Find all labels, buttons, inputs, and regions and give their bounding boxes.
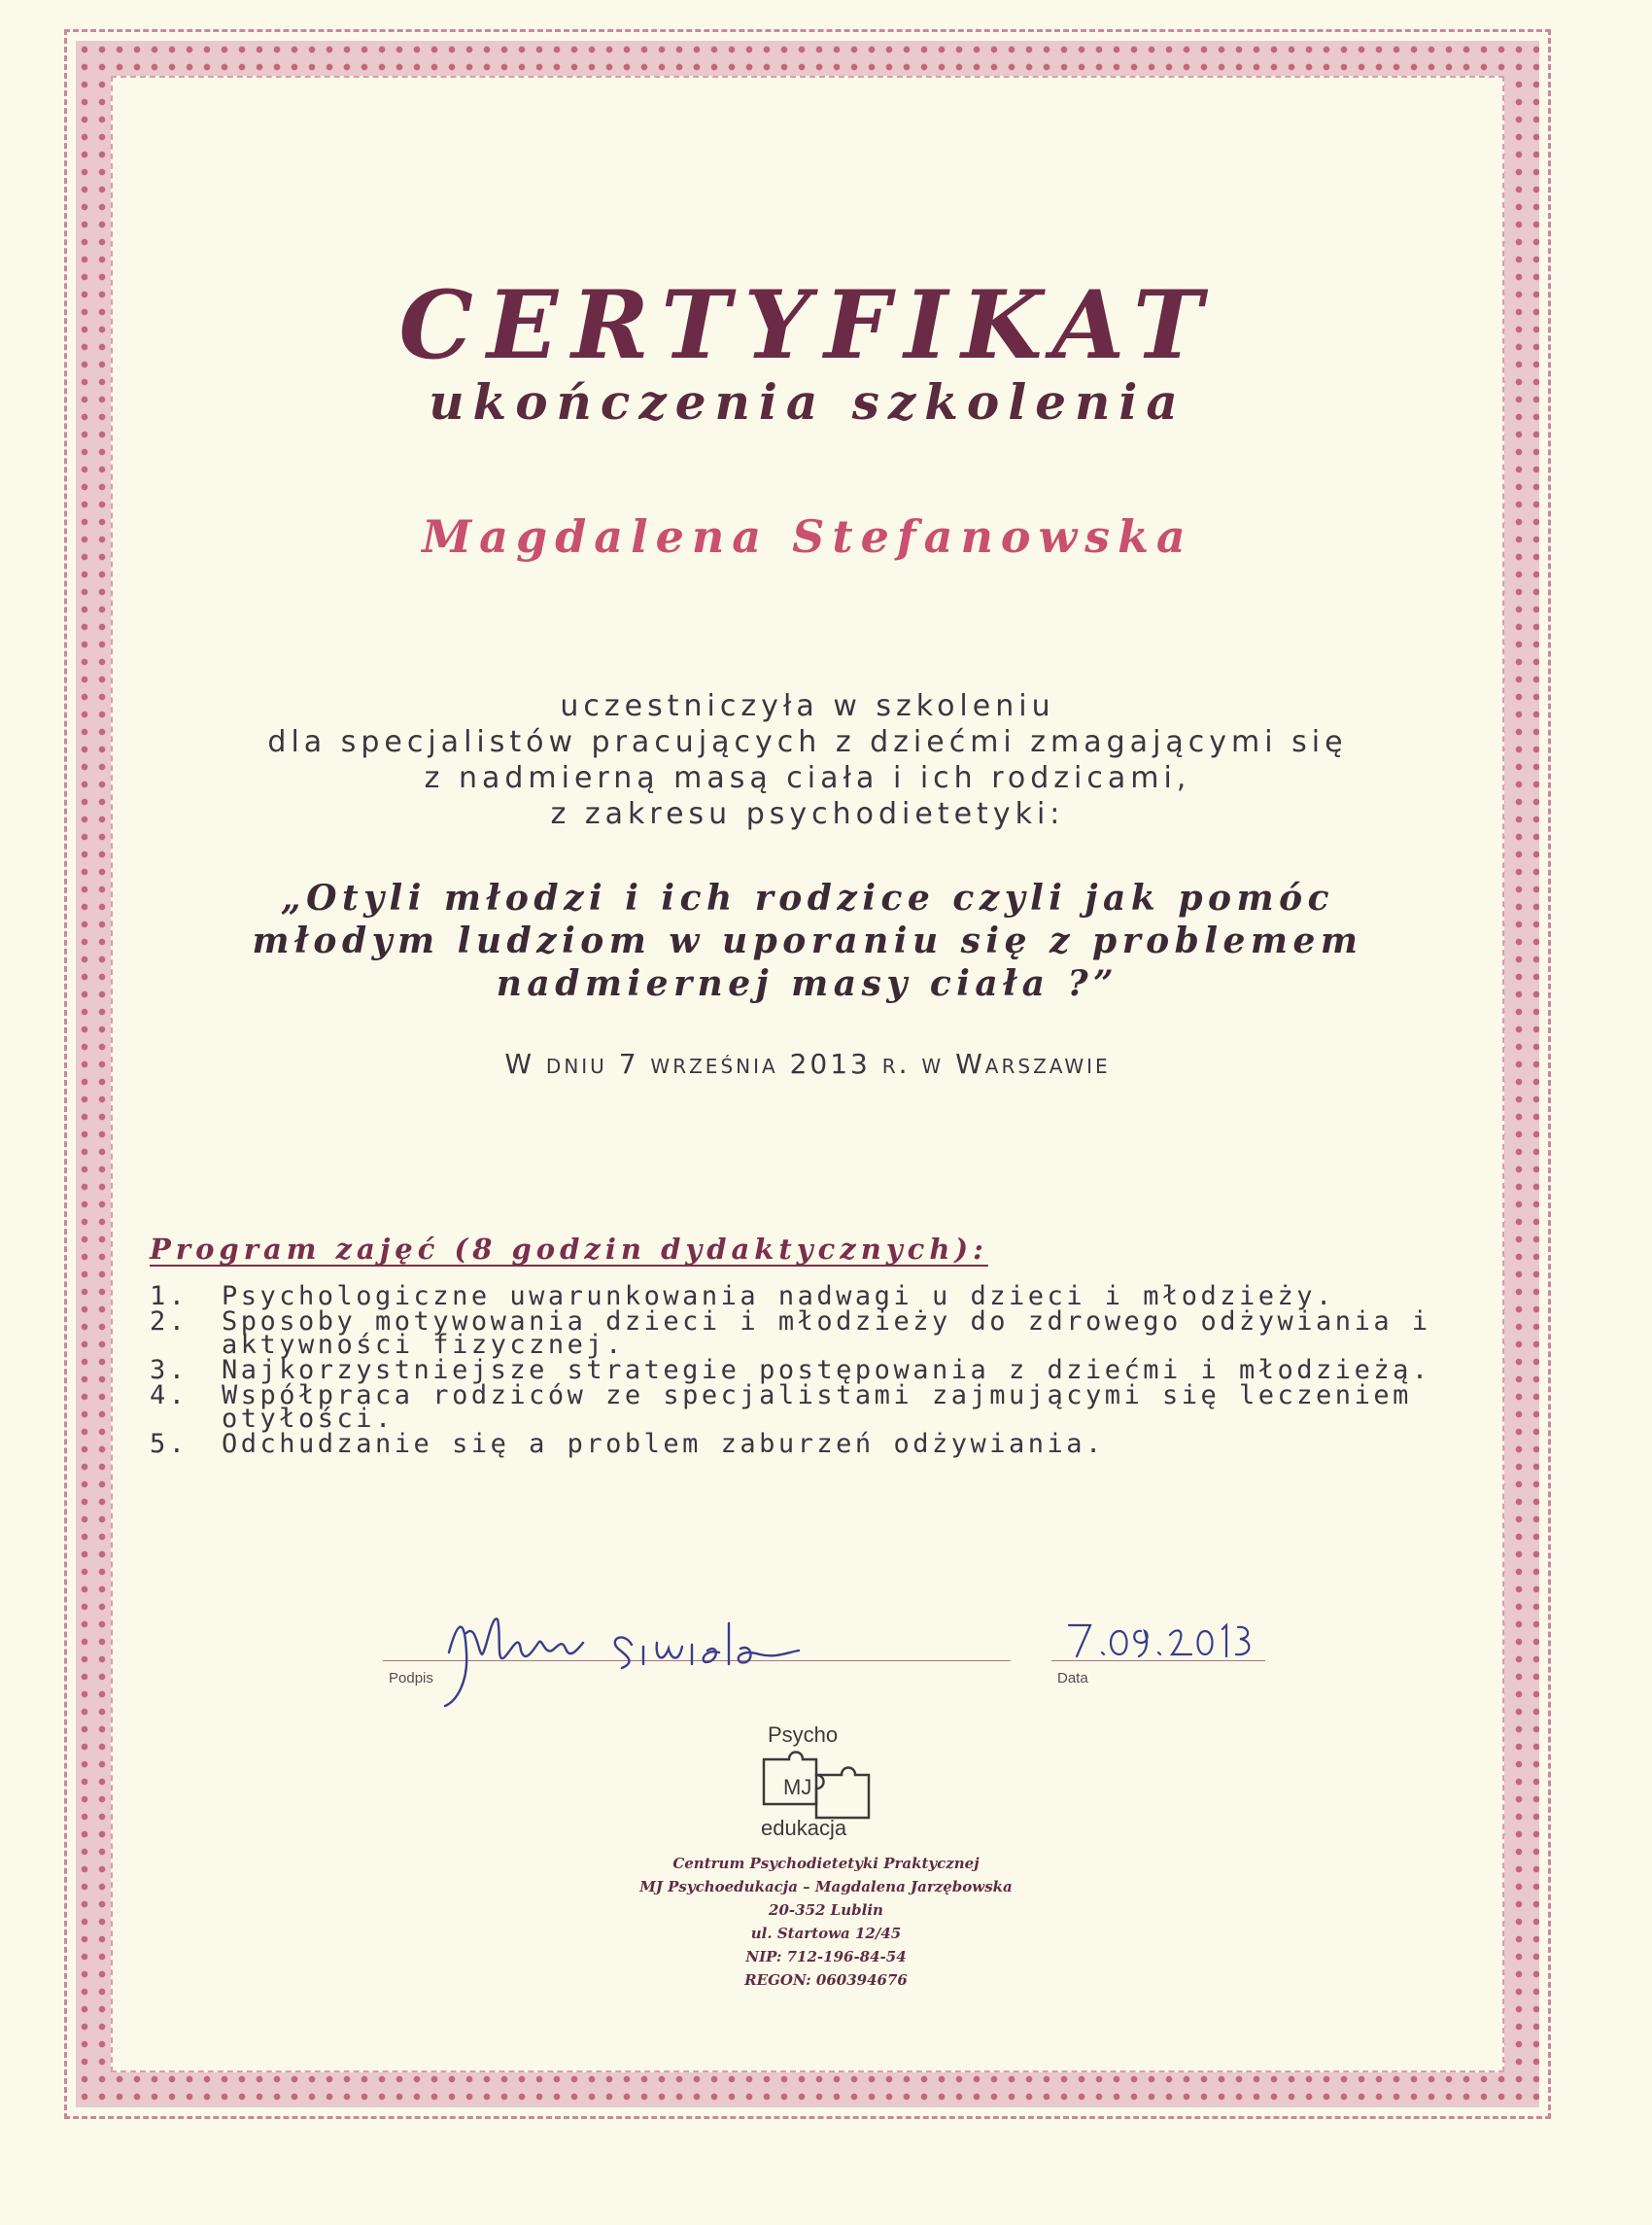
stamp-line: ul. Startowa 12/45	[750, 1925, 902, 1942]
item-text: Sposoby motywowania dzieci i młodzieży do zdrowego odżywiania i aktywności fizycznej.	[222, 1306, 1431, 1360]
item-text: Psychologiczne uwarunkowania nadwagi u dzieci i młodzieży.	[222, 1281, 1335, 1311]
item-number: 1.	[150, 1281, 189, 1311]
recipient-name: Magdalena Stefanowska	[422, 510, 1193, 563]
item-number: 2.	[150, 1306, 189, 1337]
course-title	[111, 877, 1504, 1005]
item-text: Współpraca rodziców ze specjalistami zajmującymi się leczeniem otyłości.	[222, 1380, 1412, 1434]
stamp-line: 20-352 Lublin	[769, 1901, 883, 1919]
handwritten-date	[1061, 1614, 1256, 1672]
course-line: „Otyli młodzi i ich rodzice czyli jak pomóc	[280, 878, 1335, 919]
body-line: uczestniczyła w szkoleniu	[560, 689, 1055, 723]
organization-stamp	[544, 1852, 1108, 1992]
list-item	[150, 1380, 1491, 1434]
certificate-title: CERTYFIKAT	[398, 270, 1217, 380]
puzzle-logo-icon	[739, 1721, 913, 1866]
program-title: Program zajęć (8 godzin dydaktycznych):	[150, 1233, 988, 1266]
body-line: z nadmierną masą ciała i ich rodzicami,	[424, 761, 1191, 795]
participation-text	[111, 688, 1504, 832]
logo-top-text: Psycho	[768, 1722, 839, 1747]
item-number: 3.	[150, 1355, 189, 1385]
logo-letters: MJ	[783, 1775, 812, 1799]
list-item	[150, 1306, 1491, 1360]
item-number: 4.	[150, 1380, 189, 1410]
course-line: nadmiernej masy ciała ?”	[496, 963, 1119, 1004]
certificate-subtitle: ukończenia szkolenia	[429, 373, 1187, 431]
date-place: W dniu 7 września 2013 r. w Warszawie	[504, 1048, 1111, 1080]
body-line: z zakresu psychodietetyki:	[550, 797, 1065, 831]
stamp-line: REGON: 060394676	[744, 1971, 908, 1989]
item-text: Najkorzystniejsze strategie postępowania z dziećmi i młodzieżą.	[222, 1355, 1431, 1385]
list-item	[150, 1429, 1491, 1459]
signature-label: Podpis	[389, 1670, 433, 1686]
item-number: 5.	[150, 1429, 189, 1459]
stamp-line: NIP: 712-196-84-54	[745, 1948, 907, 1965]
logo-bottom-text: edukacja	[761, 1816, 847, 1840]
stamp-line: Centrum Psychodietetyki Praktycznej	[672, 1855, 980, 1872]
course-line: młodym ludziom w uporaniu się z problemem	[252, 921, 1363, 961]
item-text: Odchudzanie się a problem zaburzeń odżywiania.	[222, 1429, 1105, 1459]
program-list	[150, 1281, 1491, 1459]
handwritten-signature	[437, 1594, 845, 1721]
list-item	[150, 1281, 1491, 1311]
body-line: dla specjalistów pracujących z dziećmi zmagającymi się	[267, 725, 1348, 759]
date-label: Data	[1057, 1670, 1088, 1686]
stamp-line: MJ Psychoedukacja – Magdalena Jarzębowska	[639, 1878, 1013, 1895]
list-item	[150, 1355, 1491, 1385]
